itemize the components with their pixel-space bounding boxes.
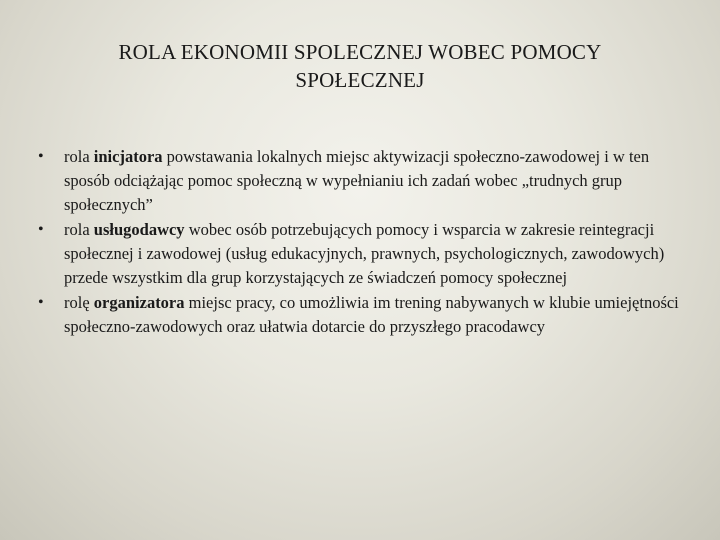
bullet-emphasis: organizatora (93, 293, 185, 312)
slide-title-line-2: SPOŁECZNEJ (295, 68, 425, 92)
slide-title-line-1: ROLA EKONOMII SPOLECZNEJ WOBEC POMOCY (118, 40, 602, 64)
bullet-emphasis: inicjatora (93, 147, 163, 166)
bullet-text-body: powstawania lokalnych miejsc aktywizacji społeczno-zawodowej i w ten sposób odciążając pomoc społeczną w wypełnianiu ich zadań wobec „trudnych grup społecznych” (64, 147, 650, 214)
bullet-item-inicjator (38, 145, 693, 217)
bullet-text-prefix: rolę (64, 293, 94, 312)
bullet-item-organizator (38, 291, 693, 339)
bullet-text-prefix: rola (64, 220, 94, 239)
slide-title (60, 38, 660, 94)
bullet-list (38, 145, 693, 340)
bullet-text-body: wobec osób potrzebujących pomocy i wsparcia w zakresie reintegracji społecznej i zawodowej (usług edukacyjnych, prawnych, psychologicznych, zawodowych) przede wszystkim dla grup korzystających ze świadczeń pomocy społecznej (64, 220, 665, 287)
bullet-item-uslugodawca (38, 218, 693, 290)
bullet-text-prefix: rola (64, 147, 94, 166)
bullet-emphasis: usługodawcy (93, 220, 185, 239)
bullet-text-body: miejsc pracy, co umożliwia im trening nabywanych w klubie umiejętności społeczno-zawodowych oraz ułatwia dotarcie do przyszłego pracodawcy (64, 293, 679, 336)
bullet-icon: • (38, 221, 44, 238)
bullet-icon: • (38, 294, 44, 311)
bullet-icon: • (38, 148, 44, 165)
